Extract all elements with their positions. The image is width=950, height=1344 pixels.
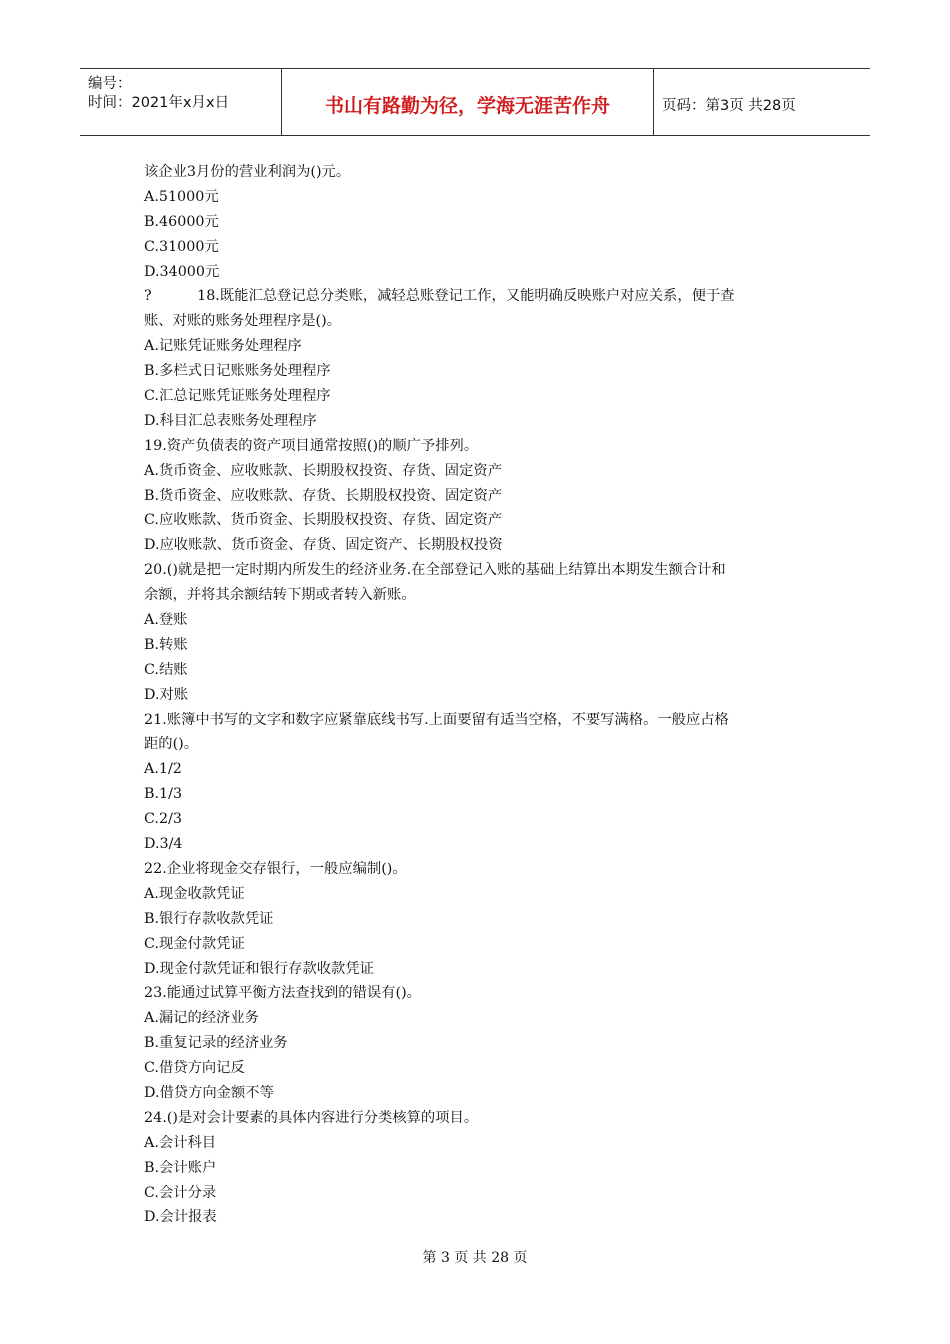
text-line: C.结账 (144, 661, 188, 678)
text-line: 24.()是对会计要素的具体内容进行分类核算的项目。 (144, 1109, 479, 1126)
text-line: A.1/2 (144, 761, 182, 778)
text-line: B.会计账户 (144, 1159, 217, 1176)
text-line: B.货币资金、应收账款、存货、长期股权投资、固定资产 (144, 487, 503, 504)
text-line: B.转账 (144, 636, 188, 653)
question-content (144, 160, 814, 1230)
text-line: A.货币资金、应收账款、长期股权投资、存货、固定资产 (144, 462, 502, 479)
text-line: D.对账 (144, 686, 189, 703)
text-line: C.现金付款凭证 (144, 935, 245, 952)
text-line: D.34000元 (144, 263, 220, 280)
text-line: D.应收账款、货币资金、存货、固定资产、长期股权投资 (144, 537, 503, 554)
text-line: 余额，并将其余额结转下期或者转入新账。 (144, 587, 416, 604)
text-line: 19.资产负债表的资产项目通常按照()的顺广予排列。 (144, 437, 479, 454)
text-line: 账、对账的账务处理程序是()。 (144, 313, 342, 330)
text-line: B.46000元 (144, 213, 219, 230)
text-line: 距的()。 (144, 736, 199, 753)
header-page-info: 页码：第3页 共28页 (662, 98, 796, 114)
text-line: C.应收账款、货币资金、长期股权投资、存货、固定资产 (144, 512, 503, 529)
text-line: C.汇总记账凭证账务处理程序 (144, 388, 331, 405)
text-line: 23.能通过试算平衡方法查找到的错误有()。 (144, 985, 421, 1002)
header-motto-cell (282, 69, 654, 135)
text-line: 22.企业将现金交存银行，一般应编制()。 (144, 860, 407, 877)
page-header (80, 68, 870, 136)
text-line: 该企业3月份的营业利润为()元。 (144, 164, 351, 180)
text-line: D.科目汇总表账务处理程序 (144, 412, 317, 429)
text-line: A.记账凭证账务处理程序 (144, 338, 302, 355)
text-line: 21.账簿中书写的文字和数字应紧靠底线书写.上面要留有适当空格，不要写满格。一般应占格 (144, 711, 729, 728)
text-line: D.会计报表 (144, 1209, 217, 1226)
header-motto: 书山有路勤为径，学海无涯苦作舟 (324, 95, 610, 117)
text-line: ? 18.既能汇总登记总分类账，减轻总账登记工作，又能明确反映账户对应关系，便于查 (144, 288, 735, 305)
header-info-cell (80, 69, 282, 135)
text-line: B.多栏式日记账账务处理程序 (144, 363, 331, 380)
text-line: C.31000元 (144, 238, 219, 255)
text-line: C.借贷方向记反 (144, 1060, 245, 1077)
document-date-label: 时间：2021年x月x日 (88, 95, 230, 111)
text-line: A.51000元 (144, 188, 219, 205)
text-line: C.2/3 (144, 811, 182, 828)
page-footer: 第 3 页 共 28 页 (422, 1250, 528, 1266)
text-line: B.银行存款收款凭证 (144, 910, 274, 927)
text-line: A.漏记的经济业务 (144, 1010, 259, 1027)
document-number-label: 编号： (88, 76, 132, 92)
text-line: A.现金收款凭证 (144, 885, 245, 902)
header-page-cell (654, 69, 870, 135)
text-line: B.1/3 (144, 786, 183, 803)
text-line: B.重复记录的经济业务 (144, 1035, 288, 1052)
text-line: 20.()就是把一定时期内所发生的经济业务.在全部登记入账的基础上结算出本期发生额合计和 (144, 562, 726, 579)
text-line: D.借贷方向金额不等 (144, 1084, 274, 1101)
text-line: A.登账 (144, 612, 188, 629)
text-line: C.会计分录 (144, 1184, 217, 1201)
text-line: D.现金付款凭证和银行存款收款凭证 (144, 960, 374, 977)
text-line: D.3/4 (144, 836, 183, 853)
text-line: A.会计科目 (144, 1134, 217, 1151)
